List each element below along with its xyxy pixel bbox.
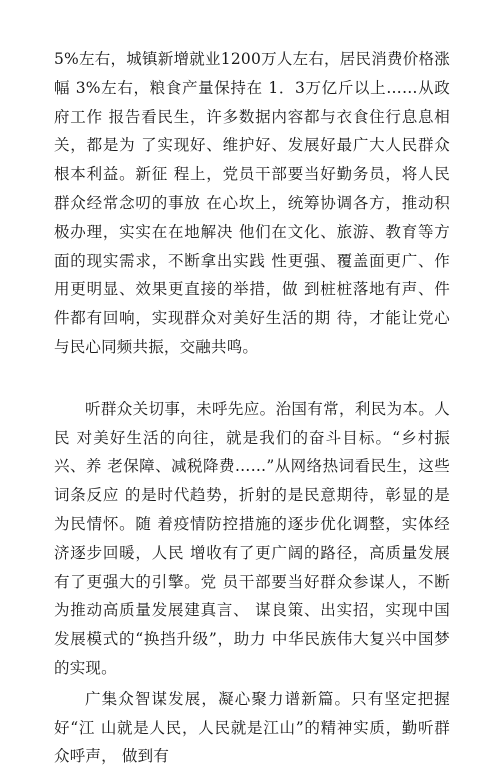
paragraph-livelihood-data: 5%左右，城镇新增就业1200万人左右，居民消费价格涨幅 3%左右，粮食产量保持在 1．3万亿斤以上……从政府工作 报告看民生，许多数据内容都与衣食住行息息相关，都是为 了实现好、维护好、发展好最广大人民群众根本利益。新征 程上，党员干部要当好勤务员，将人民群众经常念叨的事放 在心坎上，统筹协调各方，推动积极办理，实实在在地解决 他们在文化、旅游、教育等方面的现实需求，不断拿出实践 性更强、覆盖面更广、作用更明显、效果更直接的举措，做 到桩桩落地有声、件件都有回响，实现群众对美好生活的期 待，才能让党心与民心同频共振，交融共鸣。 — [54, 50, 450, 356]
paragraph-collective-wisdom: 广集众智谋发展，凝心聚力谱新篇。只有坚定把握好“江 山就是人民，人民就是江山”的精神实质，勤听群众呼声， 做到有 — [54, 689, 450, 766]
document-page — [54, 45, 450, 771]
paragraph-gap — [54, 362, 450, 395]
paragraph-public-concerns: 听群众关切事，未呼先应。治国有常，利民为本。人民 对美好生活的向往，就是我们的奋斗目标。“乡村振兴、养 老保障、减税降费……”从网络热词看民生，这些词条反应 的是时代趋势，折射的是民意期待，彰显的是为民情怀。随 着疫情防控措施的逐步优化调整，实体经济逐步回暖，人民 增收有了更广阔的路径，高质量发展有了更强大的引擎。党 员干部要当好群众参谋人，不断为推动高质量发展建真言、 谋良策、出实招，实现中国发展模式的“换挡升级”，助力 中华民族伟大复兴中国梦的实现。 — [54, 399, 450, 677]
